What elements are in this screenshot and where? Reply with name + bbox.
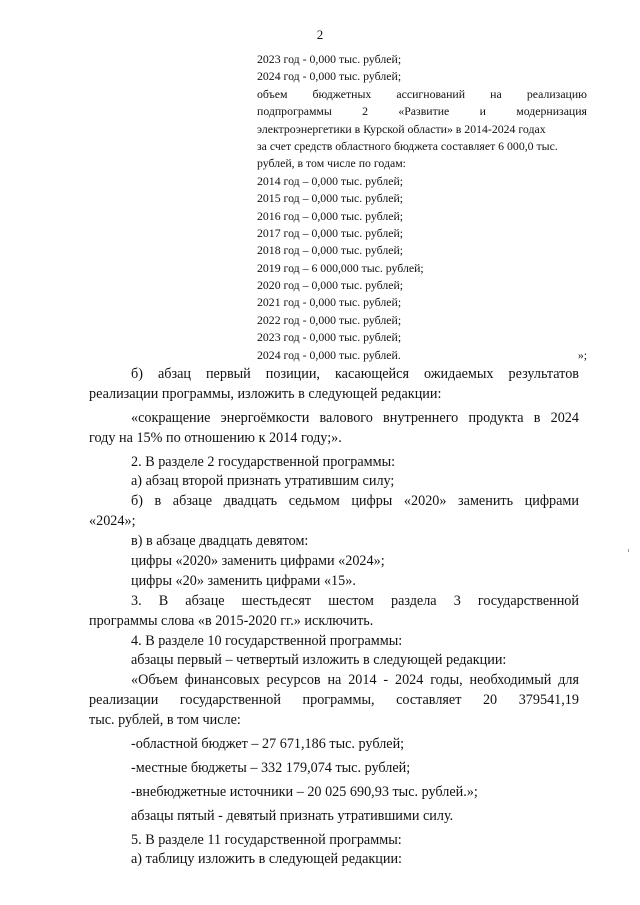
indented-line: объем бюджетных ассигнований на реализацию [257, 86, 587, 101]
indented-line: электроэнергетики в Курской области» в 2014-2024 годах [257, 121, 546, 136]
scan-speck [628, 549, 629, 552]
quote-line: тыс. рублей, в том числе: [89, 712, 241, 729]
budget-item: -областной бюджет – 27 671,186 тыс. рублей; [131, 736, 405, 753]
paragraph-line: абзацы первый – четвертый изложить в следующей редакции: [131, 652, 507, 669]
quote-line: реализации государственной программы, составляет 20 379541,19 [89, 692, 579, 709]
paragraph-line: 3. В абзаце шестьдесят шестом раздела 3 государственной [131, 592, 579, 609]
indented-line: рублей, в том числе по годам: [257, 156, 406, 171]
indented-budget-block [257, 51, 587, 364]
indented-line: 2022 год - 0,000 тыс. рублей; [257, 312, 402, 327]
section-heading: 5. В разделе 11 государственной программы: [131, 831, 402, 848]
quote-line: году на 15% по отношению к 2014 году;». [89, 429, 342, 446]
budget-item: -местные бюджеты – 332 179,074 тыс. рублей; [131, 759, 411, 776]
indented-last-text: 2024 год - 0,000 тыс. рублей. [257, 347, 401, 362]
indented-line: за счет средств областного бюджета составляет 6 000,0 тыс. [257, 138, 558, 153]
paragraph-line: б) в абзаце двадцать седьмом цифры «2020» заменить цифрами [131, 493, 579, 510]
paragraph-line: «2024»; [89, 513, 136, 530]
indented-line: подпрограммы 2 «Развитие и модернизация [257, 104, 587, 119]
section-heading: 2. В разделе 2 государственной программы: [131, 453, 396, 470]
paragraph-line: б) абзац первый позиции, касающейся ожидаемых результатов [131, 366, 579, 382]
indented-line: 2016 год – 0,000 тыс. рублей; [257, 208, 404, 223]
indented-line: 2021 год - 0,000 тыс. рублей; [257, 295, 402, 310]
paragraph-line: в) в абзаце двадцать девятом: [131, 533, 309, 550]
budget-item: -внебюджетные источники – 20 025 690,93 тыс. рублей.»; [131, 783, 478, 800]
indented-last-line [257, 347, 587, 364]
indented-line: 2020 год – 0,000 тыс. рублей; [257, 278, 404, 293]
document-body [89, 365, 579, 870]
section-heading: 4. В разделе 10 государственной программы: [131, 632, 403, 649]
indented-line: 2023 год - 0,000 тыс. рублей; [257, 330, 402, 345]
indented-line: 2023 год - 0,000 тыс. рублей; [257, 52, 402, 66]
quote-line: «сокращение энергоёмкости валового внутреннего продукта в 2024 [131, 409, 579, 426]
paragraph-line: реализации программы, изложить в следующей редакции: [89, 385, 442, 402]
paragraph-line: программы слова «в 2015-2020 гг.» исключить. [89, 612, 374, 629]
indented-line: 2018 год – 0,000 тыс. рублей; [257, 243, 404, 258]
page-number: 2 [316, 27, 324, 42]
quote-line: «Объем финансовых ресурсов на 2014 - 2024 годы, необходимый для [131, 672, 579, 689]
indented-line: 2024 год - 0,000 тыс. рублей; [257, 69, 402, 84]
indented-line: 2014 год – 0,000 тыс. рублей; [257, 173, 404, 188]
paragraph-line: а) таблицу изложить в следующей редакции: [131, 851, 402, 868]
paragraph-line: цифры «20» заменить цифрами «15». [131, 572, 356, 589]
paragraph-line: цифры «2020» заменить цифрами «2024»; [131, 553, 385, 570]
paragraph-line: а) абзац второй признать утратившим силу; [131, 473, 395, 490]
indented-line: 2015 год – 0,000 тыс. рублей; [257, 191, 404, 206]
indented-line: 2019 год – 6 000,000 тыс. рублей; [257, 260, 424, 275]
indented-line: 2017 год – 0,000 тыс. рублей; [257, 225, 404, 240]
closing-quote-mark: »; [577, 347, 587, 362]
paragraph-line: абзацы пятый - девятый признать утратившими силу. [131, 807, 454, 824]
